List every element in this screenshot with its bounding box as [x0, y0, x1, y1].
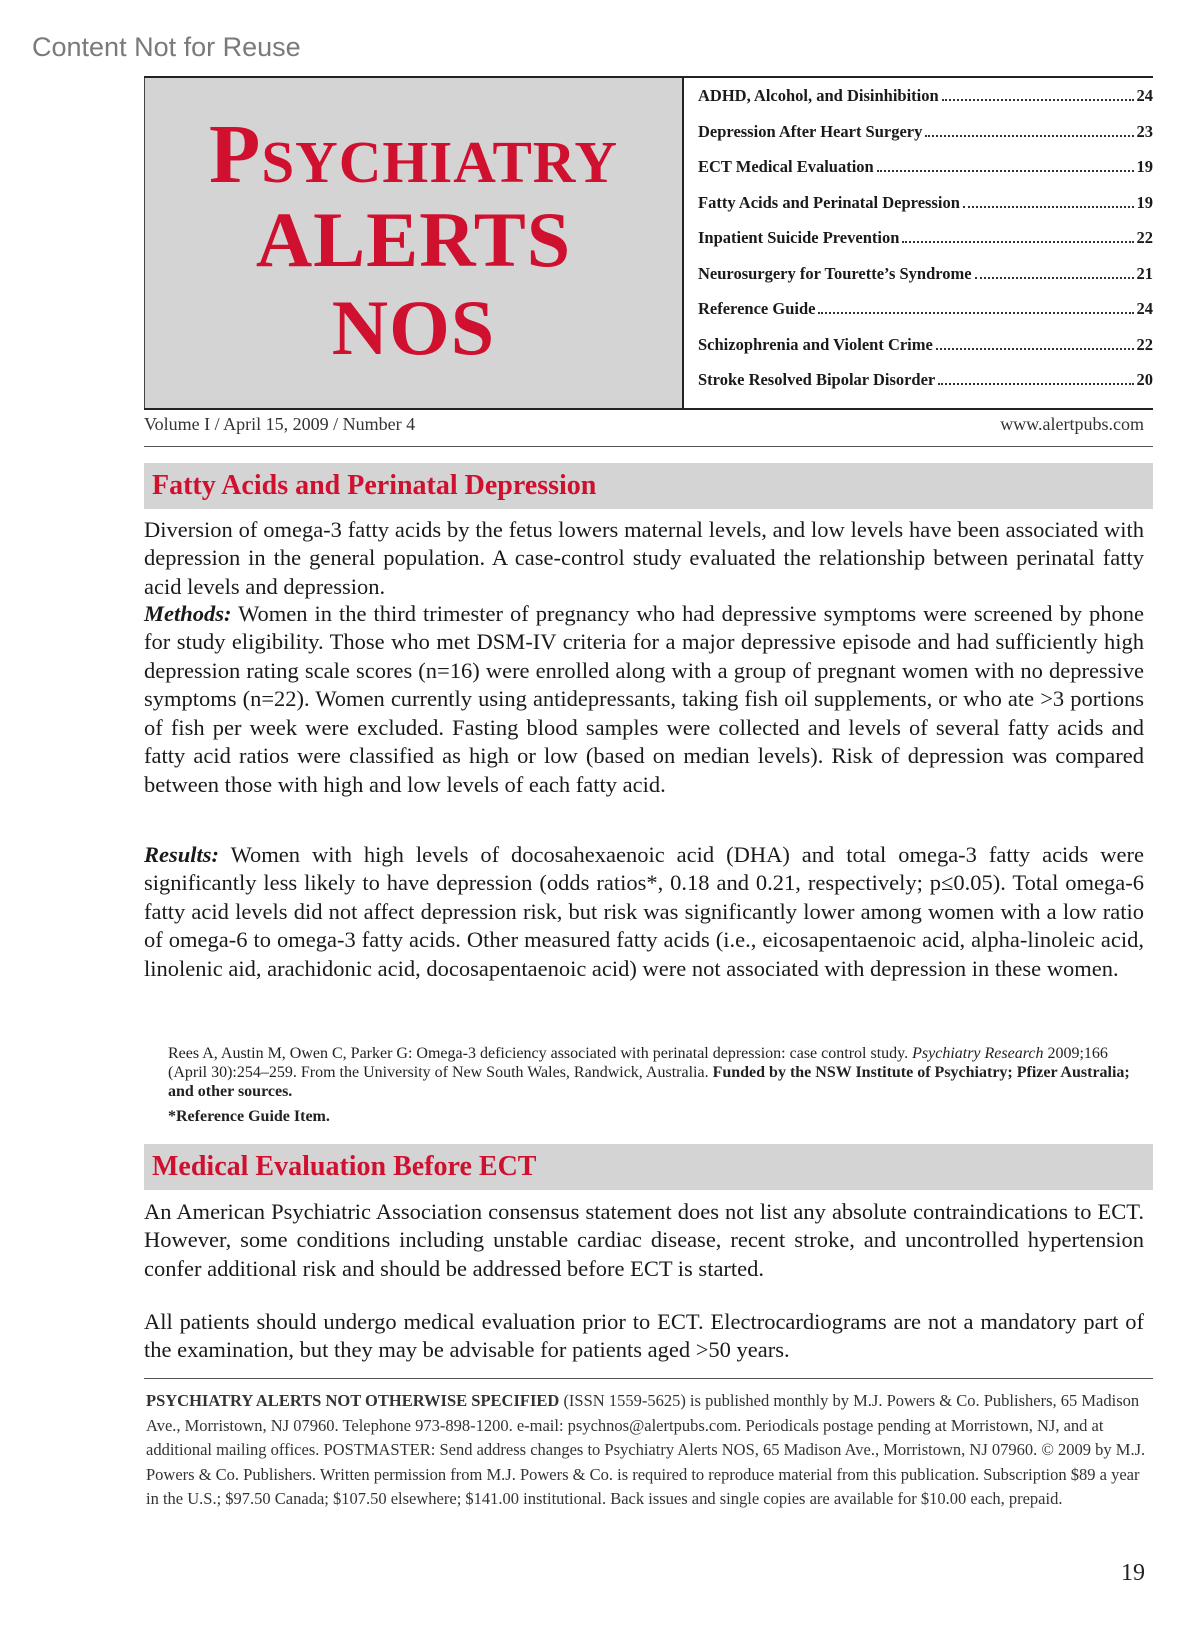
- ect-paragraph-1: An American Psychiatric Association consensus statement does not list any absolute contraindications to ECT. However, some conditions including unstable cardiac disease, recent stroke, and uncontrolled hypertension confer additional risk and should be addressed before ECT is started.: [144, 1198, 1144, 1281]
- toc-leader: [975, 277, 1134, 279]
- reference-guide-note: *Reference Guide Item.: [168, 1108, 330, 1125]
- methods-text: Women in the third trimester of pregnancy who had depressive symptoms were screened by phone for study eligibility. Those who met DSM-IV criteria for a major depressive episode and had sufficiently high depression rating scale scores (n=16) were enrolled along with a group of pregnant women with no depressive symptoms (n=22). Women currently using antidepressants, taking fish oil supplements, or who ate >3 portions of fish per week were excluded. Fasting blood samples were collected and levels of several fatty acids and fatty acid ratios were classified as high or low (based on median levels). Risk of depression was compared between those with high and low levels of each fatty acid.: [144, 600, 1144, 797]
- toc-leader: [963, 206, 1134, 208]
- logo: [144, 78, 684, 408]
- toc-title: ADHD, Alcohol, and Disinhibition: [698, 86, 939, 105]
- issue-info: Volume I / April 15, 2009 / Number 4: [144, 414, 416, 434]
- toc-leader: [877, 170, 1134, 172]
- publication-name: PSYCHIATRY ALERTS NOT OTHERWISE SPECIFIED: [146, 1391, 560, 1410]
- methods-label: Methods:: [144, 600, 232, 626]
- toc-leader: [938, 383, 1133, 385]
- toc-item[interactable]: [698, 228, 1153, 264]
- toc-leader: [818, 312, 1133, 314]
- issue-line: [144, 414, 1144, 435]
- toc-leader: [925, 135, 1133, 137]
- toc-page: 24: [1136, 86, 1153, 105]
- divider: [144, 446, 1153, 447]
- logo-line-3: NOS: [331, 284, 496, 371]
- toc-item[interactable]: [698, 264, 1153, 300]
- toc-page: 19: [1136, 157, 1153, 176]
- watermark: Content Not for Reuse: [32, 32, 301, 62]
- toc-leader: [902, 241, 1133, 243]
- ect-paragraph-2: All patients should undergo medical evaluation prior to ECT. Electrocardiograms are not a mandatory part of the examination, but they may be advisable for patients aged >50 years.: [144, 1308, 1144, 1362]
- toc-item[interactable]: [698, 335, 1153, 371]
- toc-page: 23: [1136, 121, 1153, 141]
- reference-citation: [168, 1044, 1146, 1101]
- toc-item[interactable]: [698, 122, 1153, 158]
- toc-title: Reference Guide: [698, 299, 816, 318]
- toc-item[interactable]: [698, 86, 1153, 122]
- results-label: Results:: [144, 841, 220, 867]
- article-methods: [144, 600, 1144, 800]
- results-text: Women with high levels of docosahexaenoic acid (DHA) and total omega-3 fatty acids were significantly less likely to have depression (odds ratios*, 0.18 and 0.21, respectively; p≤0.05). Total omega-6 fatty acid levels did not affect depression risk, but risk was significantly lower among women with a low ratio of omega-6 to omega-3 fatty acids. Other measured fatty acids (i.e., eicosapentaenoic acid, alpha-linoleic acid, linolenic aid, arachidonic acid, docosapentaenoic acid) were not associated with depression in these women.: [144, 841, 1144, 981]
- table-of-contents: [684, 78, 1153, 408]
- toc-title: Schizophrenia and Violent Crime: [698, 334, 933, 354]
- divider: [144, 1378, 1153, 1379]
- section-heading-ect: [144, 1144, 1153, 1190]
- toc-page: 22: [1136, 228, 1153, 247]
- article-intro: Diversion of omega-3 fatty acids by the fetus lowers maternal levels, and low levels have been associated with depression in the general population. A case-control study evaluated the relationship between perinatal fatty acid levels and depression.: [144, 516, 1144, 599]
- reference-authors: Rees A, Austin M, Owen C, Parker G: Omega-3 deficiency associated with perinatal depression: case control study.: [168, 1045, 913, 1062]
- article-results: [144, 841, 1144, 984]
- reference-funding: Funded by the NSW Institute of Psychiatry; Pfizer Australia; and other sources.: [168, 1064, 1130, 1100]
- toc-title: Fatty Acids and Perinatal Depression: [698, 192, 960, 212]
- masthead: [144, 76, 1153, 410]
- toc-title: ECT Medical Evaluation: [698, 157, 874, 176]
- toc-page: 21: [1136, 263, 1153, 283]
- toc-page: 19: [1136, 192, 1153, 212]
- toc-title: Neurosurgery for Tourette’s Syndrome: [698, 263, 972, 283]
- toc-title: Stroke Resolved Bipolar Disorder: [698, 370, 936, 389]
- toc-page: 20: [1136, 370, 1153, 389]
- logo-line-1: Psychiatry: [209, 108, 618, 201]
- publication-details: (ISSN 1559-5625) is published monthly by M.J. Powers & Co. Publishers, 65 Madison Ave., Morristown, NJ 07960. Telephone 973-898-1200. e-mail: psychnos@alertpubs.com. Periodicals postage pending at Morristown, NJ, and at additional mailing offices. POSTMASTER: Send address changes to Psychiatry Alerts NOS, 65 Madison Ave., Morristown, NJ 07960. © 2009 by M.J. Powers & Co. Publishers. Written permission from M.J. Powers & Co. is required to reproduce material from this publication. Subscription $89 a year in the U.S.; $97.50 Canada; $107.50 elsewhere; $141.00 institutional. Back issues and single copies are available for $10.00 each, prepaid.: [146, 1391, 1146, 1508]
- reference-detail: 2009;166 (April 30):254–259. From the University of New South Wales, Randwick, Australia.: [168, 1045, 1108, 1081]
- toc-item[interactable]: [698, 193, 1153, 229]
- website-link[interactable]: www.alertpubs.com: [1000, 414, 1144, 434]
- toc-item[interactable]: [698, 157, 1153, 193]
- toc-page: 24: [1136, 299, 1153, 318]
- publication-info: [146, 1389, 1146, 1512]
- toc-leader: [942, 99, 1134, 101]
- toc-title: Depression After Heart Surgery: [698, 121, 923, 141]
- section-heading-fatty-acids: [144, 463, 1153, 509]
- toc-title: Inpatient Suicide Prevention: [698, 228, 900, 247]
- logo-line-2: ALERTS: [255, 196, 572, 283]
- toc-item[interactable]: [698, 299, 1153, 335]
- toc-item[interactable]: [698, 370, 1153, 406]
- reference-journal: Psychiatry Research: [912, 1045, 1044, 1062]
- section-title: Fatty Acids and Perinatal Depression: [152, 470, 597, 501]
- page-number: 19: [1121, 1560, 1145, 1586]
- toc-page: 22: [1136, 334, 1153, 354]
- section-title: Medical Evaluation Before ECT: [152, 1151, 537, 1182]
- toc-leader: [936, 348, 1134, 350]
